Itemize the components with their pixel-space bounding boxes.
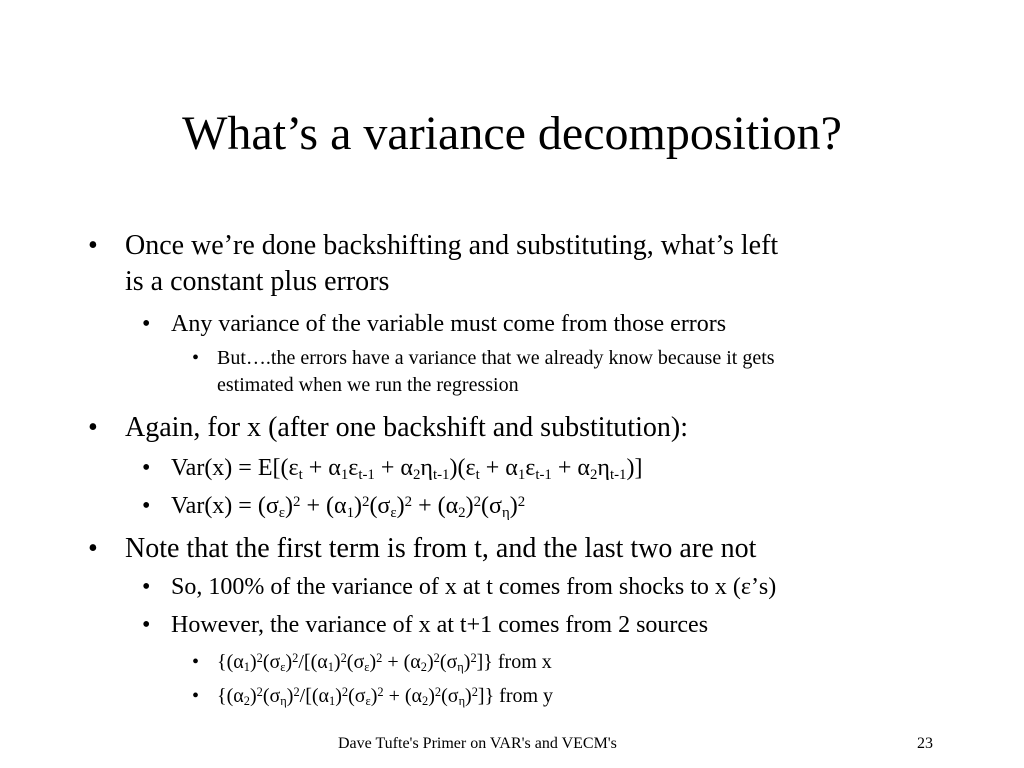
- sub-sub-bullet-marker: •: [192, 685, 200, 707]
- equation-share-from-y: $\{(\alpha_2)^2(\sigma_\eta)^2/[(\alpha_1)^2(\sigma_\varepsilon)^2 + (\alpha_2)^2(\sigma_\eta)^2]\}$ from y: [217, 685, 554, 709]
- sub-bullet-marker: •: [142, 493, 151, 519]
- sub-sub-bullet-text: But….the errors have a variance that we already know because it gets: [217, 347, 775, 369]
- bullet-text: Note that the first term is from t, and the last two are not: [125, 533, 757, 564]
- sub-bullet-text: So, 100% of the variance of x at t comes from shocks to x (ε’s): [171, 574, 777, 600]
- bullet-text-continued: is a constant plus errors: [125, 266, 390, 297]
- sub-bullet-marker: •: [142, 612, 151, 638]
- bullet-text: Again, for x (after one backshift and substitution):: [125, 412, 688, 443]
- sub-bullet-text: However, the variance of x at t+1 comes from 2 sources: [171, 612, 709, 638]
- bullet-marker: •: [88, 533, 98, 564]
- slide-title: What’s a variance decomposition?: [182, 107, 842, 160]
- sub-bullet-marker: •: [142, 311, 151, 337]
- sub-bullet-text: Any variance of the variable must come from those errors: [171, 311, 727, 337]
- footer-source: Dave Tufte's Primer on VAR's and VECM's: [338, 735, 617, 752]
- sub-bullet-marker: •: [142, 455, 151, 481]
- sub-sub-bullet-text-continued: estimated when we run the regression: [217, 374, 519, 396]
- bullet-text: Once we’re done backshifting and substituting, what’s left: [125, 230, 779, 261]
- sub-bullet-marker: •: [142, 574, 151, 600]
- page-number: 23: [917, 735, 933, 752]
- bullet-marker: •: [88, 412, 98, 443]
- equation-var-x-expectation: $Var(x) = E[(\varepsilon_t + \alpha_1\varepsilon_{t-1} + \alpha_2\eta_{t-1})(\varepsilon_t + \alpha_1\varepsilon_{t-1} + \alpha_2\eta_{t-1})]$: [171, 455, 643, 484]
- equation-var-x-expanded: $Var(x) = (\sigma_\varepsilon)^2 + (\alpha_1)^2(\sigma_\varepsilon)^2 + (\alpha_2)^2(\sigma_\eta)^2$: [171, 493, 526, 522]
- sub-sub-bullet-marker: •: [192, 347, 200, 369]
- sub-sub-bullet-marker: •: [192, 651, 200, 673]
- equation-share-from-x: $\{(\alpha_1)^2(\sigma_\varepsilon)^2/[(\alpha_1)^2(\sigma_\varepsilon)^2 + (\alpha_2)^2(\sigma_\eta)^2]\}$ from x: [217, 651, 552, 675]
- bullet-marker: •: [88, 230, 98, 261]
